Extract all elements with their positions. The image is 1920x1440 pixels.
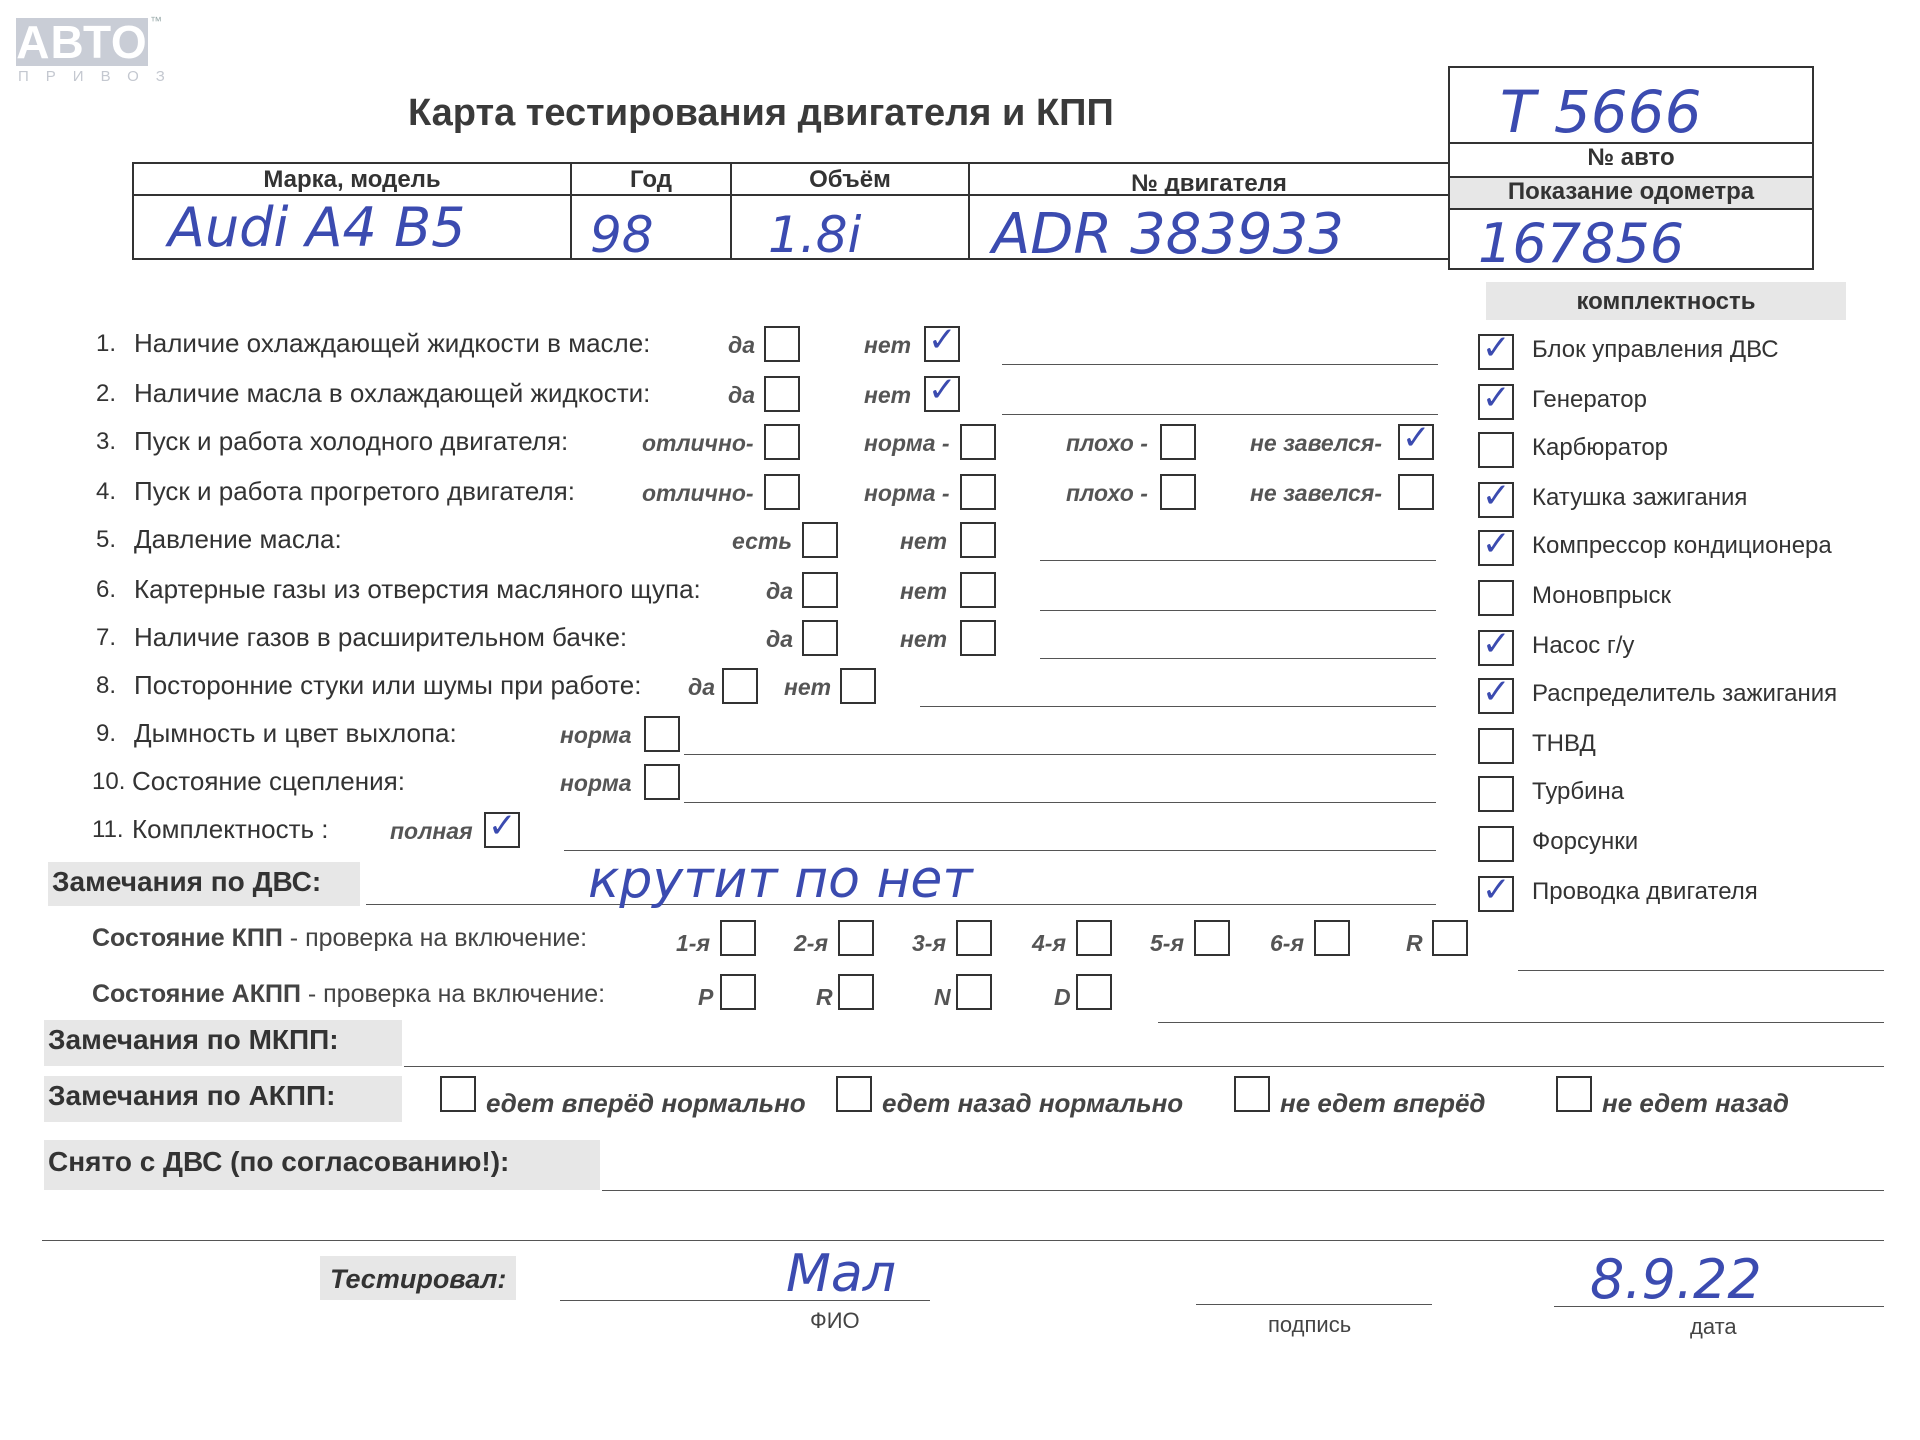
check-mark-icon: ✓ bbox=[1482, 378, 1511, 418]
completeness-item-label: Проводка двигателя bbox=[1532, 878, 1758, 905]
completeness-item-label: ТНВД bbox=[1532, 730, 1596, 757]
item-option-checkbox[interactable] bbox=[840, 668, 876, 704]
akpp-gear-checkbox[interactable] bbox=[720, 974, 756, 1010]
akpp-remark-option-label: едет назад нормально bbox=[882, 1088, 1184, 1118]
check-mark-icon: ✓ bbox=[488, 806, 517, 846]
item-option-checkbox[interactable] bbox=[644, 764, 680, 800]
item-option-checkbox[interactable] bbox=[644, 716, 680, 752]
kpp-gear-label: 6-я bbox=[1270, 930, 1304, 956]
item-text: Состояние сцепления: bbox=[132, 766, 405, 796]
item-option-checkbox[interactable] bbox=[1160, 474, 1196, 510]
item-option-label: нет bbox=[864, 382, 912, 408]
kpp-gear-label: 4-я bbox=[1032, 930, 1066, 956]
item-number: 2. bbox=[96, 380, 117, 407]
completeness-checkbox-1[interactable] bbox=[1478, 378, 1514, 420]
akpp-remark-checkbox[interactable] bbox=[836, 1076, 872, 1112]
completeness-checkbox-11[interactable] bbox=[1478, 870, 1514, 912]
akpp-gear-checkbox[interactable] bbox=[838, 974, 874, 1010]
answer-line bbox=[684, 802, 1436, 803]
item-text: Наличие газов в расширительном бачке: bbox=[134, 622, 628, 652]
item-option-label: норма bbox=[560, 770, 632, 796]
completeness-checkbox-10[interactable] bbox=[1478, 826, 1514, 862]
completeness-checkbox-5[interactable] bbox=[1478, 580, 1514, 616]
completeness-checkbox-3[interactable] bbox=[1478, 476, 1514, 518]
item-option-label: да bbox=[688, 674, 716, 700]
item-option-checkbox[interactable] bbox=[960, 620, 996, 656]
item-number: 8. bbox=[96, 672, 117, 699]
check-mark-icon: ✓ bbox=[1482, 328, 1511, 368]
item-option-label: нет bbox=[900, 528, 948, 554]
kpp-gear-checkbox[interactable] bbox=[720, 920, 756, 956]
item-option-label: плохо - bbox=[1066, 430, 1148, 456]
akpp-remarks-label: Замечания по АКПП: bbox=[48, 1080, 336, 1111]
akpp-gear-label: P bbox=[698, 984, 714, 1010]
kpp-gear-checkbox[interactable] bbox=[1314, 920, 1350, 956]
akpp-gear-checkbox[interactable] bbox=[956, 974, 992, 1010]
completeness-checkbox-8[interactable] bbox=[1478, 728, 1514, 764]
answer-line bbox=[920, 706, 1436, 707]
car-id-value: Т 5666 bbox=[1500, 78, 1702, 146]
item-option-checkbox[interactable] bbox=[924, 370, 960, 412]
kpp-gear-checkbox[interactable] bbox=[1076, 920, 1112, 956]
akpp-remark-option-label: не едет вперёд bbox=[1280, 1088, 1486, 1118]
item-option-label: плохо - bbox=[1066, 480, 1148, 506]
item-option-checkbox[interactable] bbox=[484, 806, 520, 848]
item-number: 5. bbox=[96, 526, 117, 553]
item-option-label: отлично- bbox=[642, 480, 754, 506]
kpp-gear-label: 3-я bbox=[912, 930, 946, 956]
item-text: Наличие охлаждающей жидкости в масле: bbox=[134, 328, 651, 358]
akpp-remark-option-label: едет вперёд нормально bbox=[486, 1088, 806, 1118]
check-mark-icon: ✓ bbox=[928, 320, 957, 360]
item-option-checkbox[interactable] bbox=[960, 522, 996, 558]
engine-number-value: ADR 383933 bbox=[992, 202, 1344, 267]
completeness-checkbox-9[interactable] bbox=[1478, 776, 1514, 812]
item-text: Комплектность : bbox=[132, 814, 329, 844]
check-mark-icon: ✓ bbox=[1482, 672, 1511, 712]
item-text: Пуск и работа прогретого двигателя: bbox=[134, 476, 575, 506]
item-number: 4. bbox=[96, 478, 117, 505]
completeness-checkbox-6[interactable] bbox=[1478, 624, 1514, 666]
date-value: 8.9.22 bbox=[1590, 1248, 1762, 1311]
item-option-label: норма - bbox=[864, 430, 950, 456]
kpp-label: Состояние КПП - проверка на включение: bbox=[92, 924, 588, 952]
completeness-item-label: Моновпрыск bbox=[1532, 582, 1672, 609]
completeness-item-label: Генератор bbox=[1532, 386, 1647, 413]
akpp-gear-label: N bbox=[934, 984, 951, 1010]
item-option-checkbox[interactable] bbox=[764, 326, 800, 362]
item-text: Картерные газы из отверстия масляного щупа: bbox=[134, 574, 701, 604]
completeness-item-label: Карбюратор bbox=[1532, 434, 1669, 461]
item-option-label: есть bbox=[732, 528, 792, 554]
answer-line bbox=[1040, 560, 1436, 561]
completeness-item-label: Распределитель зажигания bbox=[1532, 680, 1838, 707]
dvs-remarks-value: крутит по нет bbox=[588, 850, 973, 910]
tester-fio-value: Мал bbox=[786, 1244, 896, 1304]
item-option-label: да bbox=[728, 382, 756, 408]
logo-tm: ™ bbox=[150, 14, 162, 28]
item-text: Посторонние стуки или шумы при работе: bbox=[134, 670, 642, 700]
check-mark-icon: ✓ bbox=[1482, 524, 1511, 564]
akpp-remark-option-label: не едет назад bbox=[1602, 1088, 1790, 1118]
kpp-gear-checkbox[interactable] bbox=[956, 920, 992, 956]
answer-line bbox=[1040, 658, 1436, 659]
check-mark-icon: ✓ bbox=[1482, 870, 1511, 910]
completeness-title: комплектность bbox=[1576, 288, 1756, 315]
answer-line bbox=[684, 754, 1436, 755]
item-option-checkbox[interactable] bbox=[764, 376, 800, 412]
item-text: Пуск и работа холодного двигателя: bbox=[134, 426, 569, 456]
item-option-label: да bbox=[728, 332, 756, 358]
volume-value: 1.8i bbox=[768, 206, 862, 264]
date-caption: дата bbox=[1690, 1314, 1737, 1339]
kpp-gear-label: 5-я bbox=[1150, 930, 1184, 956]
item-option-checkbox[interactable] bbox=[1160, 424, 1196, 460]
completeness-item-label: Турбина bbox=[1532, 778, 1625, 805]
item-option-label: да bbox=[766, 626, 794, 652]
item-option-label: нет bbox=[900, 578, 948, 604]
akpp-remark-checkbox[interactable] bbox=[440, 1076, 476, 1112]
item-option-label: не завелся- bbox=[1250, 430, 1382, 456]
check-mark-icon: ✓ bbox=[1482, 476, 1511, 516]
item-option-checkbox[interactable] bbox=[1398, 474, 1434, 510]
fio-caption: ФИО bbox=[810, 1308, 860, 1333]
year-label: Год bbox=[630, 166, 672, 193]
tested-label: Тестировал: bbox=[330, 1264, 507, 1294]
item-option-label: нет bbox=[784, 674, 832, 700]
item-text: Дымность и цвет выхлопа: bbox=[134, 718, 457, 748]
car-id-label: № авто bbox=[1587, 144, 1675, 171]
item-option-checkbox[interactable] bbox=[802, 572, 838, 608]
completeness-checkbox-0[interactable] bbox=[1478, 328, 1514, 370]
kpp-gear-label: R bbox=[1406, 930, 1423, 956]
item-number: 6. bbox=[96, 576, 117, 603]
make-value: Audi A4 B5 bbox=[168, 196, 466, 259]
item-option-label: норма - bbox=[864, 480, 950, 506]
item-text: Наличие масла в охлаждающей жидкости: bbox=[134, 378, 651, 408]
completeness-item-label: Форсунки bbox=[1532, 828, 1639, 855]
check-mark-icon: ✓ bbox=[1482, 624, 1511, 664]
odometer-value: 167856 bbox=[1478, 212, 1685, 275]
completeness-checkbox-7[interactable] bbox=[1478, 672, 1514, 714]
make-label: Марка, модель bbox=[263, 166, 441, 193]
item-option-checkbox[interactable] bbox=[924, 320, 960, 362]
engine-number-label: № двигателя bbox=[1131, 170, 1287, 197]
item-option-label: да bbox=[766, 578, 794, 604]
removed-label: Снято с ДВС (по согласованию!): bbox=[48, 1146, 510, 1177]
item-option-checkbox[interactable] bbox=[960, 572, 996, 608]
completeness-item-label: Катушка зажигания bbox=[1532, 484, 1748, 511]
logo: АВТО bbox=[16, 16, 148, 68]
completeness-item-label: Компрессор кондиционера bbox=[1532, 532, 1832, 559]
logo-subtitle: ПРИВОЗ bbox=[18, 68, 182, 85]
item-number: 9. bbox=[96, 720, 117, 747]
akpp-gear-checkbox[interactable] bbox=[1076, 974, 1112, 1010]
item-option-label: отлично- bbox=[642, 430, 754, 456]
kpp-gear-checkbox[interactable] bbox=[838, 920, 874, 956]
kpp-gear-checkbox[interactable] bbox=[1432, 920, 1468, 956]
item-option-checkbox[interactable] bbox=[722, 668, 758, 704]
completeness-item-label: Насос г/у bbox=[1532, 632, 1635, 659]
signature-caption: подпись bbox=[1268, 1312, 1352, 1337]
item-number: 3. bbox=[96, 428, 117, 455]
check-mark-icon: ✓ bbox=[1402, 418, 1431, 458]
kpp-gear-label: 1-я bbox=[676, 930, 710, 956]
akpp-gear-label: D bbox=[1054, 984, 1071, 1010]
answer-line bbox=[1040, 610, 1436, 611]
answer-line bbox=[1002, 364, 1438, 365]
completeness-checkbox-2[interactable] bbox=[1478, 432, 1514, 468]
volume-label: Объём bbox=[809, 166, 891, 193]
item-option-checkbox[interactable] bbox=[802, 522, 838, 558]
item-option-label: нет bbox=[864, 332, 912, 358]
item-option-checkbox[interactable] bbox=[960, 424, 996, 460]
completeness-checkbox-4[interactable] bbox=[1478, 524, 1514, 566]
item-option-label: не завелся- bbox=[1250, 480, 1382, 506]
akpp-label: Состояние АКПП - проверка на включение: bbox=[92, 980, 606, 1008]
akpp-gear-label: R bbox=[816, 984, 833, 1010]
kpp-gear-checkbox[interactable] bbox=[1194, 920, 1230, 956]
item-option-checkbox[interactable] bbox=[960, 474, 996, 510]
item-text: Давление масла: bbox=[134, 524, 342, 554]
kpp-gear-label: 2-я bbox=[794, 930, 828, 956]
check-mark-icon: ✓ bbox=[928, 370, 957, 410]
item-option-checkbox[interactable] bbox=[802, 620, 838, 656]
mkpp-remarks-label: Замечания по МКПП: bbox=[48, 1024, 339, 1055]
akpp-remark-checkbox[interactable] bbox=[1234, 1076, 1270, 1112]
dvs-remarks-label: Замечания по ДВС: bbox=[52, 866, 322, 897]
answer-line bbox=[1002, 414, 1438, 415]
item-option-label: норма bbox=[560, 722, 632, 748]
akpp-remark-checkbox[interactable] bbox=[1556, 1076, 1592, 1112]
item-number: 10. bbox=[92, 768, 126, 795]
odometer-label: Показание одометра bbox=[1507, 178, 1755, 205]
completeness-item-label: Блок управления ДВС bbox=[1532, 336, 1779, 363]
item-option-label: полная bbox=[390, 818, 473, 844]
item-option-checkbox[interactable] bbox=[764, 474, 800, 510]
item-number: 11. bbox=[92, 816, 124, 843]
item-option-checkbox[interactable] bbox=[764, 424, 800, 460]
page-title: Карта тестирования двигателя и КПП bbox=[408, 92, 1114, 134]
item-option-checkbox[interactable] bbox=[1398, 418, 1434, 460]
year-value: 98 bbox=[590, 206, 654, 264]
item-number: 7. bbox=[96, 624, 117, 651]
item-number: 1. bbox=[96, 330, 117, 357]
item-option-label: нет bbox=[900, 626, 948, 652]
